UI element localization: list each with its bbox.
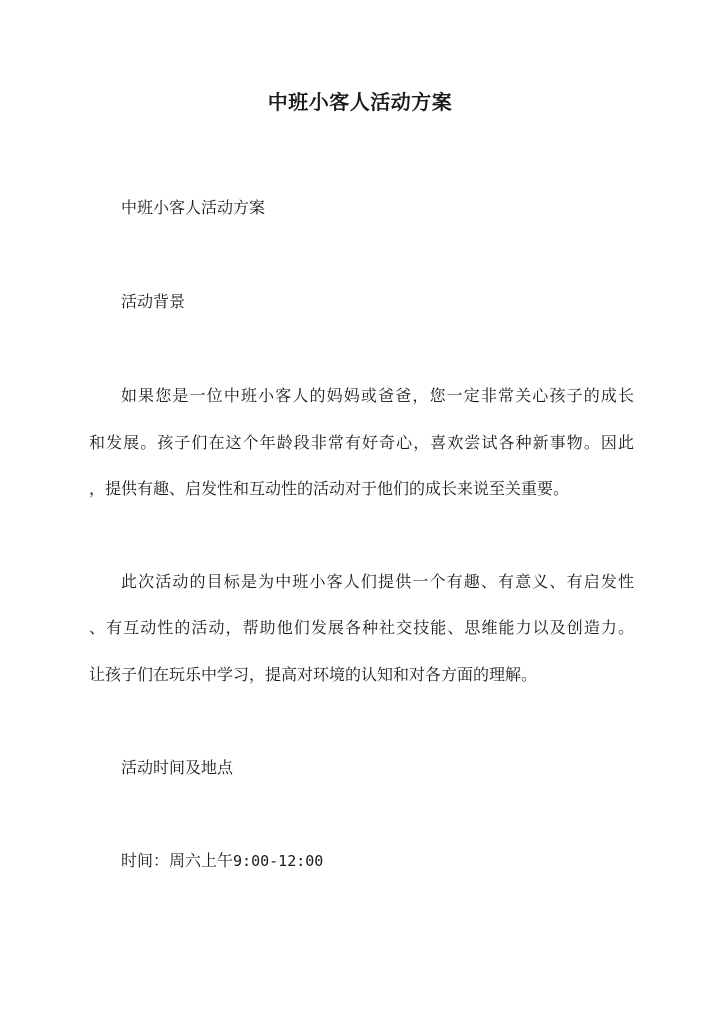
time-label: 时间：周六上午 bbox=[121, 851, 234, 870]
paragraph-2-line-1: 此次活动的目标是为中班小客人们提供一个有趣、有意义、有启发性 bbox=[121, 572, 634, 591]
plan-heading: 中班小客人活动方案 bbox=[121, 198, 266, 217]
document-title: 中班小客人活动方案 bbox=[267, 90, 453, 114]
paragraph-1-line-1: 如果您是一位中班小客人的妈妈或爸爸，您一定非常关心孩子的成长 bbox=[121, 386, 634, 405]
paragraph-1-line-3: ，提供有趣、启发性和互动性的活动对于他们的成长来说至关重要。 bbox=[89, 479, 570, 498]
activity-time-line bbox=[121, 849, 323, 873]
paragraph-2-line-2: 、有互动性的活动，帮助他们发展各种社交技能、思维能力以及创造力。 bbox=[89, 618, 634, 637]
section-heading-time-place: 活动时间及地点 bbox=[121, 758, 234, 777]
section-heading-background: 活动背景 bbox=[121, 292, 186, 311]
time-value: 9:00-12:00 bbox=[233, 852, 324, 870]
paragraph-1-line-2: 和发展。孩子们在这个年龄段非常有好奇心，喜欢尝试各种新事物。因此 bbox=[89, 433, 634, 452]
paragraph-2-line-3: 让孩子们在玩乐中学习，提高对环境的认知和对各方面的理解。 bbox=[89, 665, 538, 684]
